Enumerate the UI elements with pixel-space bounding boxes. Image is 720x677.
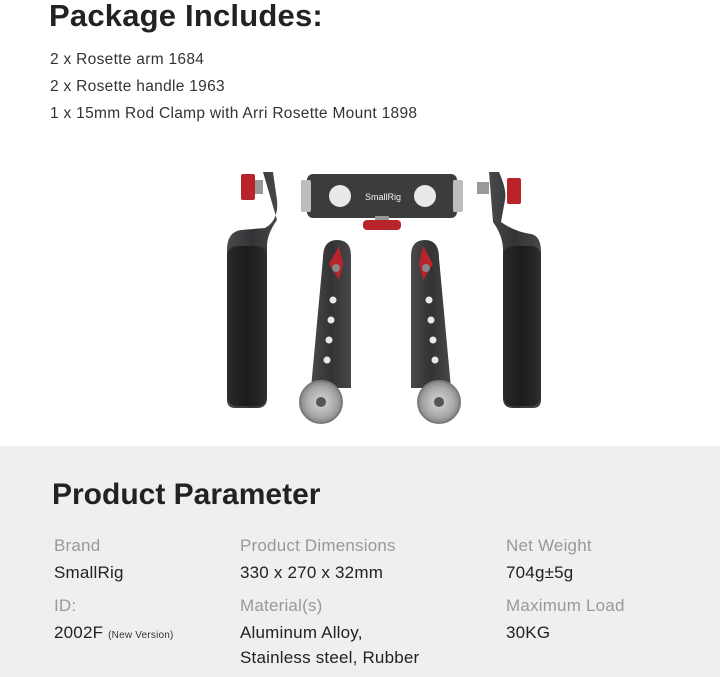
rosette-arm-right (411, 240, 460, 423)
id-note: (New Version) (108, 630, 174, 641)
handle-screw (477, 182, 489, 194)
brand-value: SmallRig (54, 563, 124, 582)
material-line: Aluminum Alloy, (240, 623, 363, 642)
id-value-row (54, 620, 174, 648)
product-photo (215, 160, 545, 435)
handle-grip (503, 246, 541, 406)
id-cell (54, 596, 174, 648)
dimensions-value: 330 x 270 x 32mm (240, 563, 384, 582)
brand-label: Brand (54, 536, 101, 555)
package-list (50, 46, 417, 127)
package-item: 2 x Rosette arm 1684 (50, 51, 205, 68)
max-load-label: Maximum Load (506, 596, 625, 615)
dimensions-label: Product Dimensions (240, 536, 396, 555)
id-label: ID: (54, 596, 77, 615)
material-label: Material(s) (240, 596, 323, 615)
material-value (240, 620, 419, 670)
handle-knob (507, 178, 521, 204)
handle-grip (227, 246, 267, 406)
material-cell (240, 596, 419, 670)
dimensions-cell (240, 536, 396, 585)
parameter-section (0, 446, 720, 677)
weight-cell (506, 536, 592, 585)
rosette-handle-left (227, 172, 277, 408)
brand-logo: SmallRig (364, 192, 402, 202)
clamp-knob (363, 220, 401, 230)
package-item: 2 x Rosette handle 1963 (50, 78, 225, 95)
material-line: Stainless steel, Rubber (240, 648, 420, 667)
parameter-title: Product Parameter (52, 478, 321, 511)
rod-hole (329, 185, 351, 207)
id-value: 2002F (54, 623, 104, 642)
package-title: Package Includes: (49, 0, 323, 33)
rod-hole (414, 185, 436, 207)
rosette-arm-left (300, 240, 351, 423)
max-load-value: 30KG (506, 623, 551, 642)
weight-label: Net Weight (506, 536, 592, 555)
weight-value: 704g±5g (506, 563, 574, 582)
handle-knob (241, 174, 255, 200)
rosette-handle-right (477, 172, 541, 408)
brand-cell (54, 536, 124, 585)
max-load-cell (506, 596, 625, 645)
rod-clamp (301, 174, 463, 230)
package-item: 1 x 15mm Rod Clamp with Arri Rosette Mount 1898 (50, 105, 418, 122)
